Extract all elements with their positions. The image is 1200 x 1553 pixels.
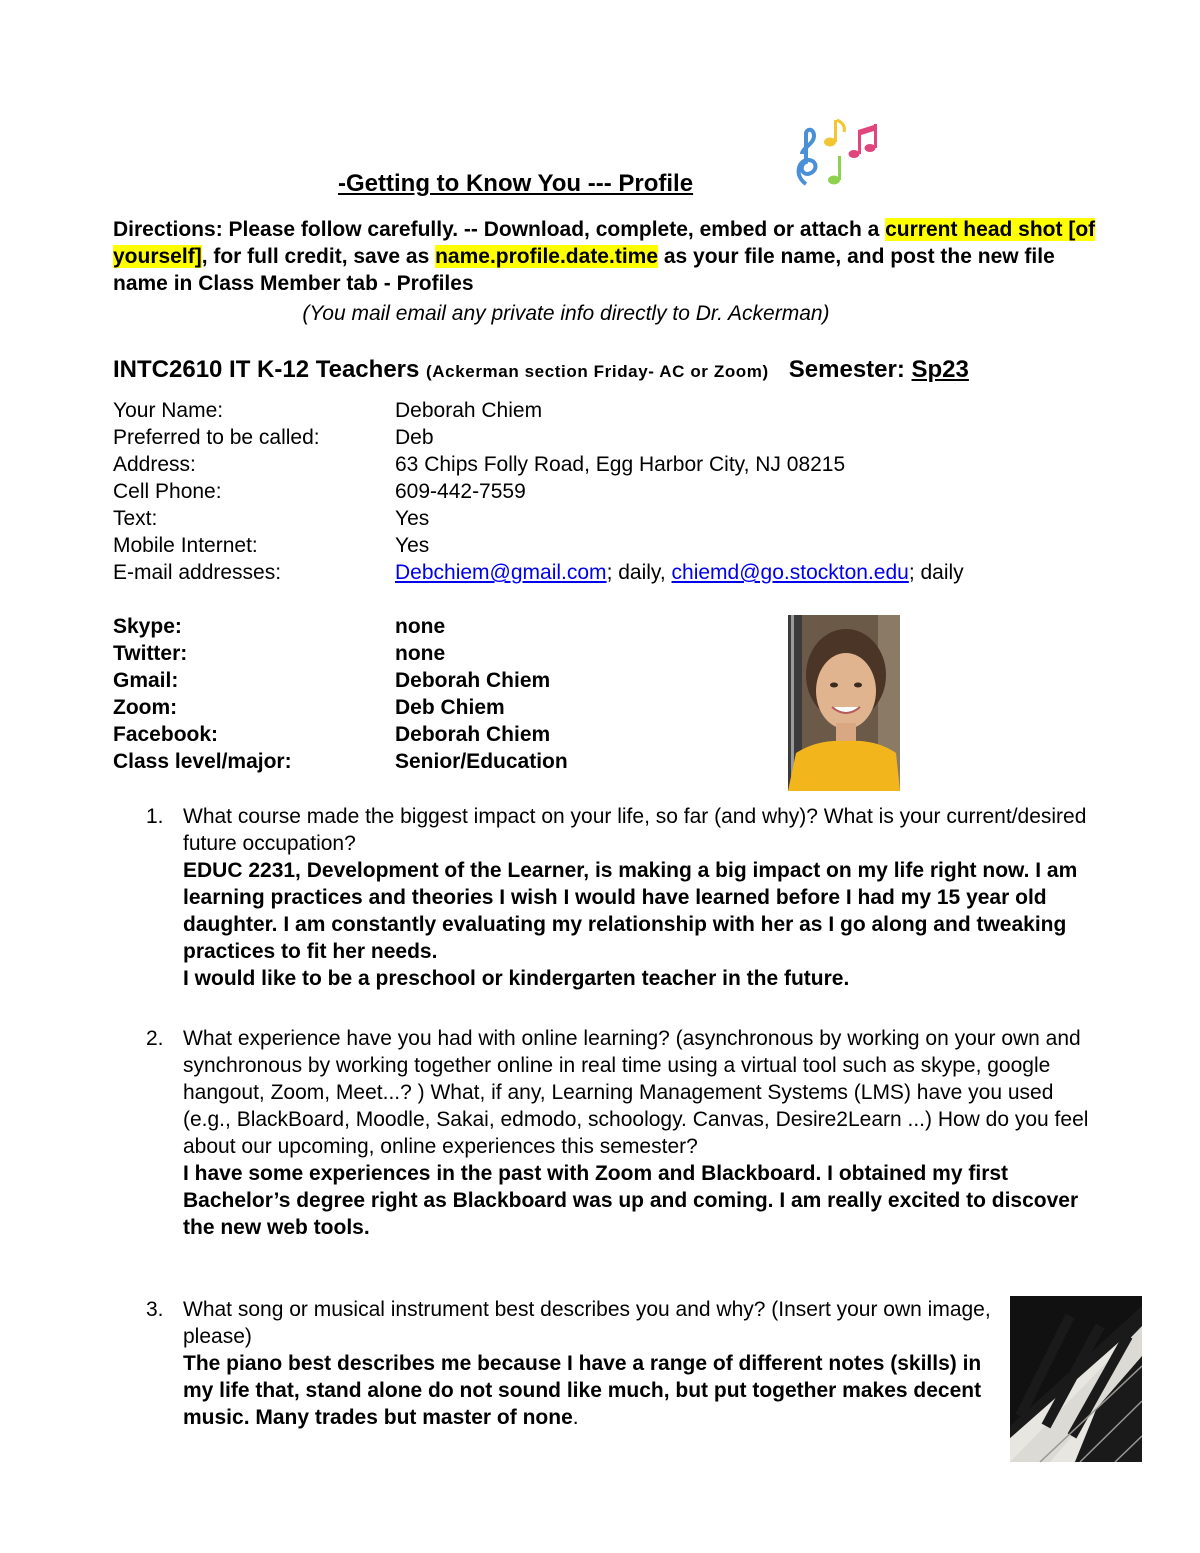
course-name: INTC2610 IT K-12 Teachers	[113, 356, 420, 383]
social-row: Gmail: Deborah Chiem	[113, 669, 551, 692]
info-row: Preferred to be called: Deb	[113, 426, 434, 449]
contact-info	[113, 397, 964, 586]
course-heading	[113, 356, 969, 384]
semester-label: Semester:	[788, 356, 905, 383]
info-row: Address: 63 Chips Folly Road, Egg Harbor City, NJ 08215	[113, 453, 846, 476]
email-row: E-mail addresses: Debchiem@gmail.com; daily, chiemd@go.stockton.edu; daily	[113, 561, 964, 584]
question-text: What course made the biggest impact on your life, so far (and why)? What is your current/desired future occupation?	[183, 805, 1087, 855]
piano-keys-photo	[1010, 1296, 1142, 1462]
info-row: Cell Phone: 609-442-7559	[113, 480, 526, 503]
highlight-filename: name.profile.date.time	[435, 245, 658, 268]
question-2: 2. What experience have you had with online learning? (asynchronous by working on your own and synchronous by working together online in real time using a virtual tool such as skype, google hangout, Zoom, Meet...? ) What, if any, Learning Management Systems (LMS) have you used (e.g., BlackBoard, Moodle, Sakai, edmodo, schoology. Canvas, Desire2Learn ...) How do you feel about our upcoming, online experiences this semester? I have some experiences in the past with Zoom and Blackboard. I obtained my first Bachelor’s degree right as Blackboard was up and coming. I am really excited to discover the new web tools.	[113, 1025, 1103, 1241]
social-row: Class level/major: Senior/Education	[113, 750, 568, 773]
social-row: Skype: none	[113, 615, 446, 638]
mail-note: (You mail email any private info directly to Dr. Ackerman)	[302, 302, 830, 325]
directions: Directions: Please follow carefully. -- Download, complete, embed or attach a current head shot [of yourself], for full credit, save as name.profile.date.time as your file name, and post the new file name in Class Member tab - Profiles	[113, 218, 1096, 295]
question-3: 3. What song or musical instrument best describes you and why? (Insert your own image, please) The piano best describes me because I have a range of different notes (skills) in my life that, stand alone do not sound like much, but put together makes decent music. Many trades but master of none.	[113, 1296, 993, 1431]
question-text: What experience have you had with online learning? (asynchronous by working on your own and synchronous by working together online in real time using a virtual tool such as skype, google hangout, Zoom, Meet...? ) What, if any, Learning Management Systems (LMS) have you used (e.g., BlackBoard, Moodle, Sakai, edmodo, schoology. Canvas, Desire2Learn ...) How do you feel about our upcoming, online experiences this semester?	[183, 1027, 1089, 1158]
email-link-stockton[interactable]: chiemd@go.stockton.edu	[671, 561, 909, 584]
info-row: Text: Yes	[113, 507, 430, 530]
music-notes-icon	[788, 114, 880, 192]
answer-text: EDUC 2231, Development of the Learner, is making a big impact on my life right now. I am learning practices and theories I wish I would have learned before I had my 15 year old daughter. I am constantly evaluating my relationship with her as I go along and tweaking practices to fit her needs.	[183, 859, 1078, 963]
answer-text: I have some experiences in the past with Zoom and Blackboard. I obtained my first Bachelor’s degree right as Blackboard was up and coming. I am really excited to discover the new web tools.	[183, 1162, 1079, 1239]
social-info	[113, 613, 568, 775]
info-row: Mobile Internet: Yes	[113, 534, 430, 557]
question-text: What song or musical instrument best describes you and why? (Insert your own image, please)	[183, 1298, 991, 1348]
course-section: (Ackerman section Friday- AC or Zoom)	[426, 362, 769, 381]
info-row: Your Name: Deborah Chiem	[113, 399, 543, 422]
email-link-gmail[interactable]: Debchiem@gmail.com	[395, 561, 607, 584]
social-row: Facebook: Deborah Chiem	[113, 723, 551, 746]
headshot-photo	[788, 615, 900, 791]
highlight-headshot: current head shot [of yourself]	[113, 218, 1096, 268]
answer-text: The piano best describes me because I have a range of different notes (skills) in my life that, stand alone do not sound like much, but put together makes decent music. Many trades but master of none.	[183, 1352, 982, 1429]
social-row: Zoom: Deb Chiem	[113, 696, 505, 719]
social-row: Twitter: none	[113, 642, 446, 665]
page-title: -Getting to Know You --- Profile	[338, 170, 694, 197]
semester-value: Sp23	[911, 356, 969, 383]
question-1: 1. What course made the biggest impact on your life, so far (and why)? What is your current/desired future occupation? EDUC 2231, Development of the Learner, is making a big impact on my life right now. I am learning practices and theories I wish I would have learned before I had my 15 year old daughter. I am constantly evaluating my relationship with her as I go along and tweaking practices to fit her needs. I would like to be a preschool or kindergarten teacher in the future.	[113, 803, 1103, 992]
answer-text: I would like to be a preschool or kindergarten teacher in the future.	[183, 967, 850, 990]
